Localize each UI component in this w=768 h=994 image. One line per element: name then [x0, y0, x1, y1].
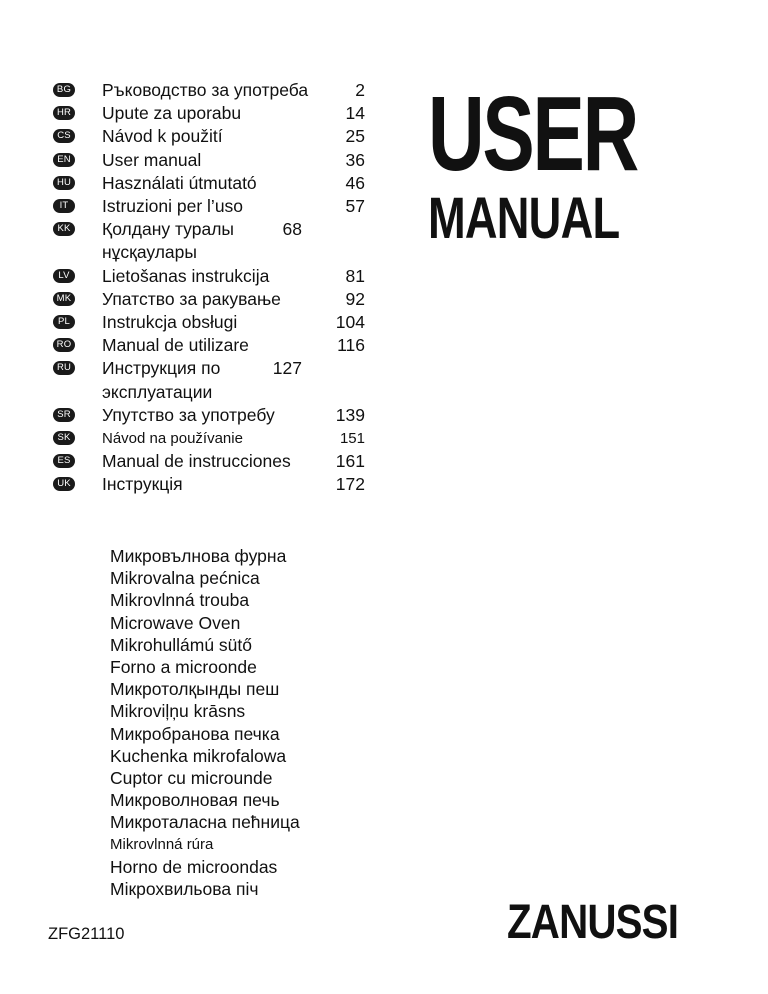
- product-name: Микротолқынды пеш: [110, 679, 280, 700]
- language-badge-pl: PL: [53, 315, 75, 329]
- product-name: Микровълнова фурна: [110, 546, 287, 566]
- toc-title: Ръководство за употреба: [102, 80, 309, 100]
- product-names-list: [110, 545, 300, 900]
- toc-page-number: 25: [345, 126, 365, 147]
- language-badge-ru: RU: [53, 361, 75, 375]
- toc-row-cs[interactable]: [53, 125, 365, 148]
- toc-row-ru[interactable]: [53, 357, 365, 403]
- toc-title: User manual: [102, 149, 202, 170]
- language-badge-mk: MK: [53, 292, 75, 306]
- product-name: Микробранова печка: [110, 723, 280, 744]
- toc-row-bg[interactable]: [53, 79, 365, 102]
- toc-title: Інструкція: [102, 474, 183, 495]
- toc-title: Упатство за ракување: [102, 288, 281, 309]
- product-name: Mikrovlnná trouba: [110, 590, 250, 611]
- toc-row-it[interactable]: [53, 195, 365, 218]
- toc-page-number: 2: [355, 80, 365, 100]
- toc-row-sk[interactable]: [53, 427, 365, 450]
- language-badge-it: IT: [53, 199, 75, 213]
- toc-page-number: 46: [345, 172, 365, 193]
- product-name: Mikroviļņu krāsns: [110, 701, 246, 722]
- language-badge-hu: HU: [53, 176, 75, 190]
- toc-row-hr[interactable]: [53, 102, 365, 125]
- toc-page-number: 151: [339, 430, 365, 448]
- product-name: Mikrovlnná rúra: [110, 835, 214, 853]
- toc-title: Návod na používanie: [102, 430, 243, 448]
- toc-page-number: 57: [345, 196, 365, 217]
- toc-row-hu[interactable]: [53, 172, 365, 195]
- toc-row-uk[interactable]: [53, 473, 365, 496]
- language-badge-ro: RO: [53, 338, 75, 352]
- toc-page-number: 104: [335, 312, 365, 333]
- toc-row-sr[interactable]: [53, 404, 365, 427]
- language-badge-cs: CS: [53, 129, 75, 143]
- toc-page-number: 68: [282, 219, 302, 240]
- toc-page-number: 92: [345, 288, 365, 309]
- toc-row-lv[interactable]: [53, 265, 365, 288]
- heading-line-user: USER: [428, 75, 638, 193]
- toc-title: Istruzioni per l’uso: [102, 196, 244, 217]
- toc-page-number: 14: [345, 103, 365, 124]
- toc-page-number: 172: [335, 474, 365, 495]
- toc-row-kk[interactable]: [53, 218, 365, 264]
- toc-title: Қолдану туралы нұсқаулары: [102, 219, 234, 263]
- product-name: Microwave Oven: [110, 612, 241, 633]
- product-name: Horno de microondas: [110, 856, 278, 877]
- toc-title: Manual de instrucciones: [102, 451, 291, 472]
- toc-page-number: 161: [335, 451, 365, 472]
- product-name: Мікрохвильова піч: [110, 879, 259, 900]
- product-name: Cuptor cu microunde: [110, 768, 273, 789]
- toc-row-mk[interactable]: [53, 288, 365, 311]
- product-name: Mikrovalna pećnica: [110, 568, 260, 589]
- product-name: Kuchenka mikrofalowa: [110, 745, 287, 766]
- language-badge-bg: BG: [53, 83, 75, 97]
- toc-title: Návod k použití: [102, 126, 223, 147]
- language-badge-sr: SR: [53, 408, 75, 422]
- product-name: Forno a microonde: [110, 657, 257, 678]
- user-manual-heading: [428, 75, 711, 251]
- product-name: Микроволновая печь: [110, 790, 280, 811]
- toc-title: Upute za uporabu: [102, 103, 242, 124]
- toc-title: Lietošanas instrukcija: [102, 265, 270, 286]
- toc-row-pl[interactable]: [53, 311, 365, 334]
- product-name: Микроталасна пећница: [110, 812, 300, 833]
- product-name: Mikrohullámú sütő: [110, 634, 252, 655]
- toc-row-en[interactable]: [53, 149, 365, 172]
- toc-title: Инструкция по эксплуатации: [102, 358, 221, 402]
- toc-title: Упутство за употребу: [102, 404, 275, 425]
- table-of-contents: [53, 79, 365, 497]
- language-badge-hr: HR: [53, 106, 75, 120]
- toc-title: Használati útmutató: [102, 172, 257, 193]
- toc-title: Instrukcja obsługi: [102, 312, 238, 333]
- toc-title: Manual de utilizare: [102, 335, 249, 356]
- language-badge-en: EN: [53, 153, 75, 167]
- toc-page-number: 81: [345, 265, 365, 286]
- language-badge-lv: LV: [53, 269, 75, 283]
- heading-line-manual: MANUAL: [428, 186, 620, 251]
- toc-page-number: 127: [272, 358, 302, 379]
- brand-logo: ZANUSSI: [507, 896, 679, 949]
- model-number: ZFG21110: [48, 925, 125, 943]
- toc-row-ro[interactable]: [53, 334, 365, 357]
- toc-page-number: 36: [345, 149, 365, 170]
- language-badge-kk: KK: [53, 222, 75, 236]
- toc-page-number: 116: [337, 335, 365, 356]
- language-badge-uk: UK: [53, 477, 75, 491]
- language-badge-sk: SK: [53, 431, 75, 445]
- toc-page-number: 139: [335, 404, 365, 425]
- toc-row-es[interactable]: [53, 450, 365, 473]
- language-badge-es: ES: [53, 454, 75, 468]
